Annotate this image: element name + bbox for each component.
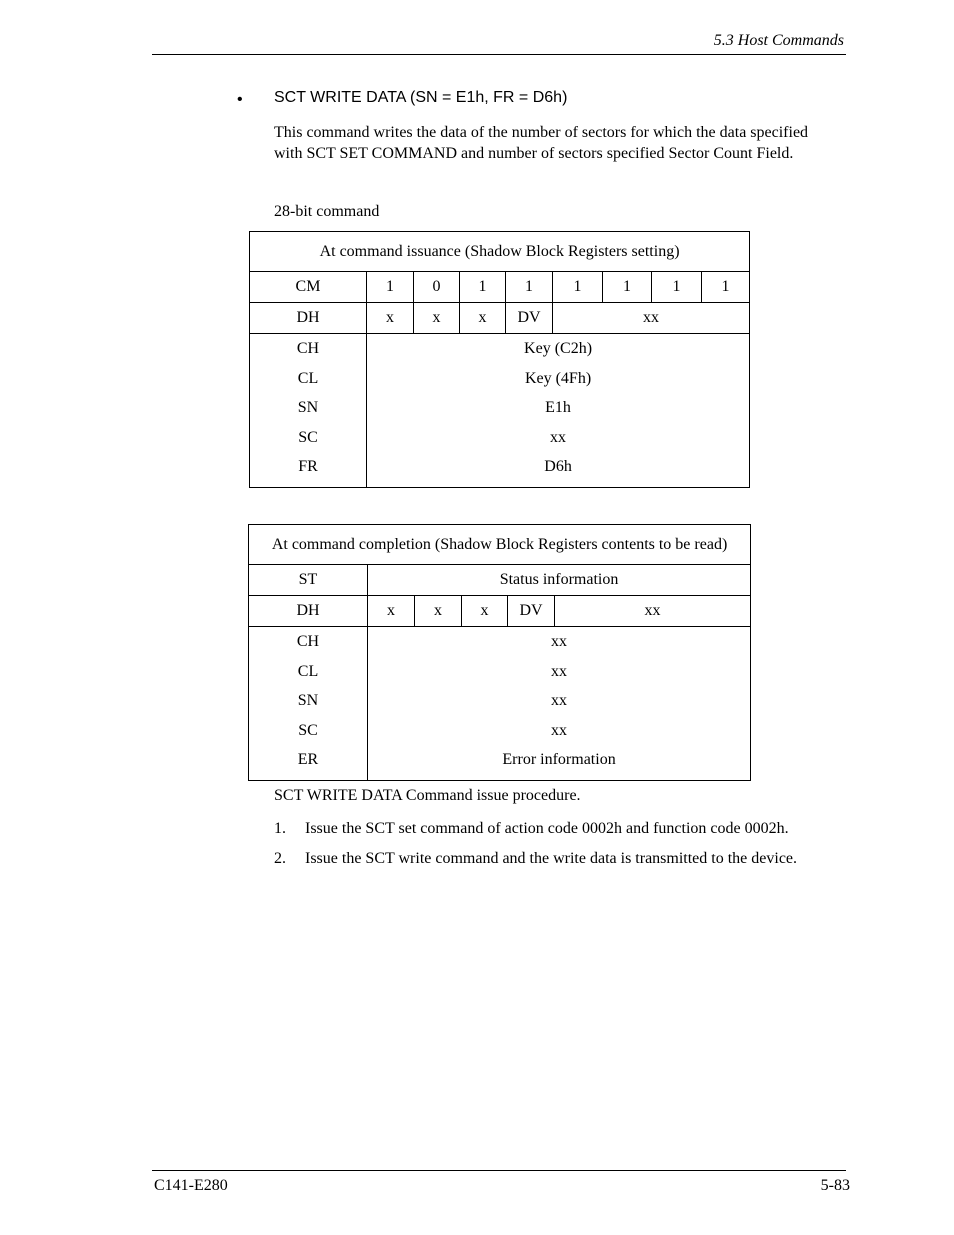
register-value-ch: xx [551,633,568,650]
register-label-dh: DH [249,596,368,627]
register-value-fr: D6h [544,458,572,476]
issuance-register-table [249,231,750,488]
register-value-cl: xx [551,662,568,680]
register-label-dh: DH [250,303,367,334]
step-number: 1. [274,820,286,837]
cm-bit-1: 1 [652,272,702,303]
procedure-title: SCT WRITE DATA Command issue procedure. [274,787,581,804]
dh-bits-rest: xx [555,596,751,627]
register-label-ch: CH [296,340,320,357]
issuance-table-caption: At command issuance (Shadow Block Registers setting) [250,232,750,272]
dh-bit-7: x [368,596,415,627]
step-text: Issue the SCT set command of action code 0002h and function code 0002h. [305,820,789,837]
dh-bit-7: x [367,303,414,334]
register-value-cl: Key (4Fh) [524,369,592,387]
dh-bit-5: x [460,303,506,334]
step-text: Issue the SCT write command and the write data is transmitted to the device. [305,850,798,867]
cm-bit-0: 1 [702,272,750,303]
cm-bit-7: 1 [367,272,414,303]
register-label-sc: SC [298,721,318,739]
register-value-sc: xx [550,428,567,446]
register-label-sn: SN [297,399,319,417]
command-description: This command writes the data of the number of sectors for which the data specified with SCT SET COMMAND and number of sectors specified Sector Count Field. [274,124,809,162]
register-label-er: ER [297,751,319,769]
cm-bit-3: 1 [553,272,603,303]
register-value-sc: xx [551,721,568,739]
step-number: 2. [274,850,286,867]
register-label-cl: CL [297,662,319,680]
cm-bit-5: 1 [460,272,506,303]
register-label-stack [249,627,368,781]
register-label-sn: SN [297,692,319,710]
register-label-sc: SC [298,428,318,446]
register-label-ch: CH [296,633,320,650]
register-label-cl: CL [297,369,319,387]
cm-bit-4: 1 [506,272,553,303]
completion-table-caption: At command completion (Shadow Block Registers contents to be read) [249,525,751,565]
dh-bit-dv: DV [508,596,555,627]
dh-bits-rest: xx [553,303,750,334]
register-label-fr: FR [298,458,318,476]
bullet-icon: • [237,91,243,108]
document-id: C141-E280 [154,1177,228,1194]
register-value-ch: Key (C2h) [524,340,593,357]
register-value-stack [367,334,750,488]
register-label-stack [250,334,367,488]
cm-bit-2: 1 [603,272,652,303]
register-label-cm: CM [250,272,367,303]
register-value-stack [368,627,751,781]
footer-rule [152,1170,846,1171]
register-value-sn: xx [551,692,568,710]
register-value-st: Status information [368,565,751,596]
section-title: 5.3 Host Commands [713,32,844,49]
command-type-label: 28-bit command [274,203,380,220]
dh-bit-6: x [414,303,460,334]
command-heading: SCT WRITE DATA (SN = E1h, FR = D6h) [274,89,568,106]
completion-register-table [248,524,751,781]
page-number: 5-83 [820,1177,850,1194]
register-value-er: Error information [502,751,616,769]
dh-bit-5: x [462,596,508,627]
register-label-st: ST [249,565,368,596]
register-value-sn: E1h [545,399,571,417]
dh-bit-6: x [415,596,462,627]
dh-bit-dv: DV [506,303,553,334]
header-rule [152,54,846,55]
cm-bit-6: 0 [414,272,460,303]
